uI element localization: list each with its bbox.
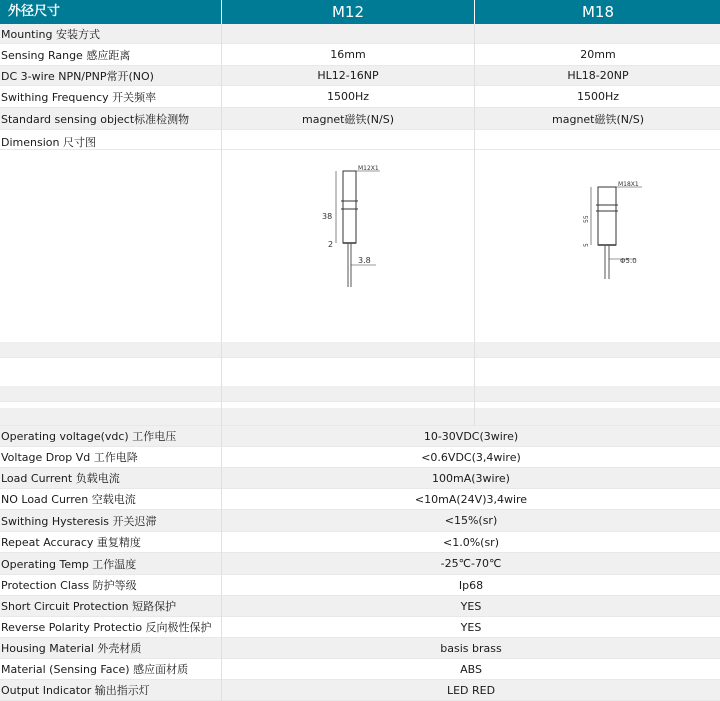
table-row (0, 24, 720, 44)
table-row (0, 553, 720, 575)
row-label: Swithing Hysteresis 开关迟滞 (1, 514, 157, 528)
header-divider (474, 0, 475, 24)
table-row (0, 426, 720, 447)
row-label: Voltage Drop Vd 工作电降 (1, 451, 138, 464)
table-row (0, 575, 720, 596)
table-row (0, 468, 720, 489)
blank-row (0, 342, 720, 358)
row-label: Housing Material 外壳材质 (1, 642, 142, 655)
row-label: Output Indicator 输出指示灯 (1, 684, 150, 697)
m12-value: magnet磁铁(N/S) (302, 112, 394, 126)
row-value: YES (460, 620, 482, 634)
row-label: Mounting 安装方式 (1, 27, 100, 41)
row-label: Sensing Range 感应距离 (1, 48, 131, 62)
dimension-label: Dimension 尺寸图 (1, 136, 96, 149)
row-label: Load Current 负载电流 (1, 472, 120, 485)
column-divider (474, 24, 475, 426)
row-label: Material (Sensing Face) 感应面材质 (1, 663, 189, 676)
row-value: <1.0%(sr) (443, 535, 499, 549)
row-value: 10-30VDC(3wire) (423, 429, 519, 443)
row-value: 100mA(3wire) (432, 471, 510, 485)
header-size-label: 外径尺寸 (8, 4, 61, 19)
table-row (0, 86, 720, 108)
table-row (0, 680, 720, 701)
row-value: <10mA(24V)3,4wire (414, 492, 528, 506)
row-value: basis brass (440, 641, 502, 655)
m12-value: 16mm (330, 48, 366, 61)
m18-value: magnet磁铁(N/S) (552, 112, 644, 126)
table-row (0, 66, 720, 86)
table-row (0, 489, 720, 510)
row-label: Reverse Polarity Protectio 反向极性保护 (1, 621, 212, 634)
m18-value: 1500Hz (576, 90, 620, 103)
table-row (0, 44, 720, 66)
table-row (0, 510, 720, 532)
table-row (0, 532, 720, 553)
table-row (0, 108, 720, 130)
row-value: YES (460, 599, 482, 613)
row-value: -25℃-70℃ (440, 557, 502, 570)
table-header (0, 0, 720, 24)
m12-gap-label: 2 (328, 240, 334, 249)
m12-cable-label: 3.8 (358, 256, 371, 265)
row-label: Standard sensing object标准检测物 (1, 112, 190, 126)
m18-thread-label: M18X1 (618, 181, 639, 188)
header-m12: M12 (331, 3, 365, 21)
row-value: Ip68 (458, 578, 484, 592)
table-row (0, 596, 720, 617)
row-label: Protection Class 防护等级 (1, 579, 137, 592)
row-label: NO Load Curren 空载电流 (1, 493, 136, 506)
row-value: <0.6VDC(3,4wire) (421, 450, 521, 464)
blank-row (0, 386, 720, 402)
m12-length-label: 38 (322, 212, 333, 221)
m18-value: HL18-20NP (567, 69, 629, 82)
row-label: Short Circuit Protection 短路保护 (1, 600, 177, 613)
row-label: Operating Temp 工作温度 (1, 557, 137, 571)
m18-value (476, 24, 720, 43)
m12-thread-label: M12X1 (358, 165, 379, 172)
m18-gap-label: 5 (583, 243, 590, 247)
header-divider (221, 0, 222, 24)
m18-cable-label: Φ5.0 (620, 257, 637, 265)
row-label: Swithing Frequency 开关频率 (1, 90, 157, 104)
row-label: DC 3-wire NPN/PNP常开(NO) (1, 69, 154, 83)
blank-row (0, 408, 720, 426)
m18-dimension-drawing (578, 175, 648, 285)
dimension-row (0, 130, 720, 150)
table-row (0, 447, 720, 468)
column-divider (221, 24, 222, 701)
row-value: <15%(sr) (444, 514, 498, 527)
row-value: ABS (460, 662, 482, 676)
m18-length-label: 55 (583, 215, 590, 223)
table-row (0, 638, 720, 659)
row-label: Operating voltage(vdc) 工作电压 (1, 430, 177, 443)
table-row (0, 617, 720, 638)
m12-value: 1500Hz (326, 90, 370, 103)
m12-value (222, 24, 474, 43)
m12-dimension-drawing (320, 165, 390, 290)
row-label: Repeat Accuracy 重复精度 (1, 536, 141, 549)
m18-value: 20mm (580, 48, 616, 61)
header-m18: M18 (581, 3, 615, 21)
m12-value: HL12-16NP (317, 69, 379, 82)
row-value: LED RED (446, 683, 496, 697)
table-row (0, 659, 720, 680)
